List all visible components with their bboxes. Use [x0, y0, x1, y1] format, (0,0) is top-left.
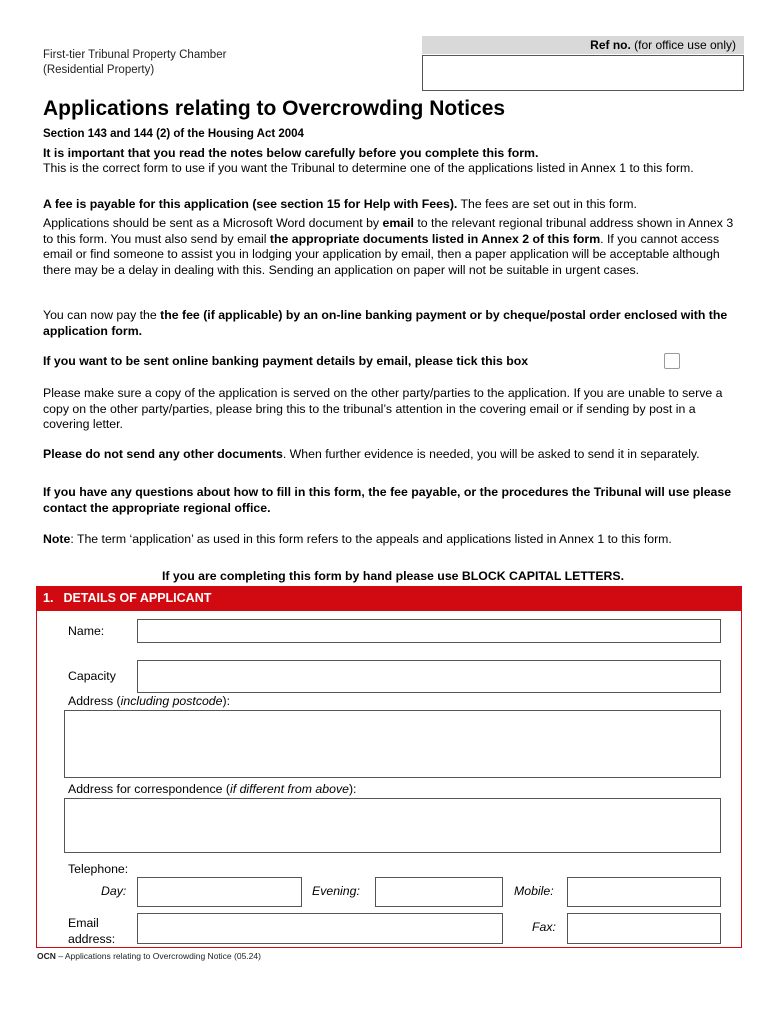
- email-label: [68, 915, 115, 947]
- address-label-end: ):: [222, 694, 231, 708]
- no-docs-bold: Please do not send any other documents: [43, 447, 283, 461]
- send-email-bold: email: [382, 216, 414, 230]
- address-label-italic: including postcode: [120, 694, 223, 708]
- email-label-line-1: Email: [68, 916, 99, 930]
- correct-form-paragraph: This is the correct form to use if you want the Tribunal to determine one of the applications listed in Annex 1 to this form.: [43, 161, 694, 175]
- org-line-1: First-tier Tribunal Property Chamber: [43, 49, 227, 61]
- address-label: [68, 694, 230, 708]
- send-paragraph: [43, 216, 743, 278]
- send-text-1: Applications should be sent as a Microsoft Word document by: [43, 216, 383, 230]
- note-bold: Note: [43, 532, 71, 546]
- correspondence-address-label: [68, 782, 356, 796]
- note-rest: : The term ‘application’ as used in this form refers to the appeals and applications listed in Annex 1 to this form.: [70, 532, 672, 546]
- serve-paragraph: Please make sure a copy of the application is served on the other party/parties to the application. If you are unable to serve a copy on the other party/parties, please bring this to the tribunal’s attention in the covering email or if sending by post in a covering letter.: [43, 386, 723, 431]
- capacity-label: Capacity: [68, 669, 116, 683]
- evening-label: Evening:: [312, 884, 360, 898]
- fax-input[interactable]: [567, 913, 721, 944]
- corr-label-italic: if different from above: [230, 782, 349, 796]
- fee-bold: A fee is payable for this application (see section 15 for Help with Fees).: [43, 197, 458, 211]
- fee-paragraph: [43, 197, 743, 213]
- form-code: OCN: [37, 951, 56, 961]
- ref-label: Ref no.: [590, 38, 631, 52]
- fax-label: Fax:: [532, 920, 556, 934]
- online-banking-tick-label: If you want to be sent online banking payment details by email, please tick this box: [43, 354, 529, 368]
- org-line-2: (Residential Property): [43, 64, 155, 76]
- email-label-line-2: address:: [68, 932, 116, 946]
- no-docs-rest: . When further evidence is needed, you will be asked to send it in separately.: [282, 447, 700, 461]
- mobile-phone-input[interactable]: [567, 877, 721, 907]
- note-paragraph: [43, 532, 743, 548]
- ref-note: (for office use only): [630, 38, 736, 52]
- send-docs-bold: the appropriate documents listed in Annex 2 of this form: [269, 231, 601, 246]
- corr-label-end: ):: [348, 782, 357, 796]
- corr-label-text: Address for correspondence (: [68, 782, 230, 796]
- name-input[interactable]: [137, 619, 721, 643]
- day-label: Day:: [101, 884, 127, 898]
- section-title: DETAILS OF APPLICANT: [63, 591, 212, 605]
- section-number: 1.: [43, 591, 54, 605]
- ref-label-bar: [422, 36, 744, 54]
- no-documents-paragraph: [43, 447, 743, 463]
- ref-number-field[interactable]: [422, 55, 744, 91]
- name-label: Name:: [68, 624, 105, 638]
- form-footer-text: – Applications relating to Overcrowding Notice (05.24): [55, 951, 261, 961]
- send-text-3: . If you cannot access email or find someone to assist you in lodging your application by email, then a paper application will be acceptable although there may be a delay in dealing with this. Sending an application on paper will not be suitable in urgent cases.: [43, 231, 720, 277]
- capacity-input[interactable]: [137, 660, 721, 693]
- page-title: Applications relating to Overcrowding Notices: [43, 97, 506, 120]
- send-text-2: to the relevant regional tribunal address shown in Annex 3 to this form. You must also send by email: [43, 216, 734, 246]
- fee-rest: The fees are set out in this form.: [457, 197, 637, 211]
- mobile-label: Mobile:: [514, 884, 554, 898]
- questions-paragraph: If you have any questions about how to fill in this form, the fee payable, or the procedures the Tribunal will use please contact the appropriate regional office.: [43, 485, 732, 515]
- evening-phone-input[interactable]: [375, 877, 503, 907]
- page-subtitle: Section 143 and 144 (2) of the Housing Act 2004: [43, 128, 304, 140]
- online-banking-checkbox[interactable]: [664, 353, 680, 369]
- important-notice: It is important that you read the notes below carefully before you complete this form.: [43, 146, 539, 160]
- block-capitals-note: If you are completing this form by hand please use BLOCK CAPITAL LETTERS.: [161, 569, 625, 583]
- email-input[interactable]: [137, 913, 503, 944]
- tribunal-name: [43, 48, 226, 78]
- correspondence-address-textarea[interactable]: [64, 798, 721, 853]
- address-label-text: Address (: [68, 694, 121, 708]
- day-phone-input[interactable]: [137, 877, 302, 907]
- section-header: [36, 586, 742, 611]
- pay-bold: the fee (if applicable) by an on-line banking payment or by cheque/postal order enclosed with the application form.: [43, 308, 728, 338]
- address-textarea[interactable]: [64, 710, 721, 778]
- telephone-label: Telephone:: [68, 862, 129, 876]
- form-footer: [37, 951, 261, 961]
- payment-paragraph: [43, 308, 743, 339]
- pay-text: You can now pay the: [43, 308, 161, 322]
